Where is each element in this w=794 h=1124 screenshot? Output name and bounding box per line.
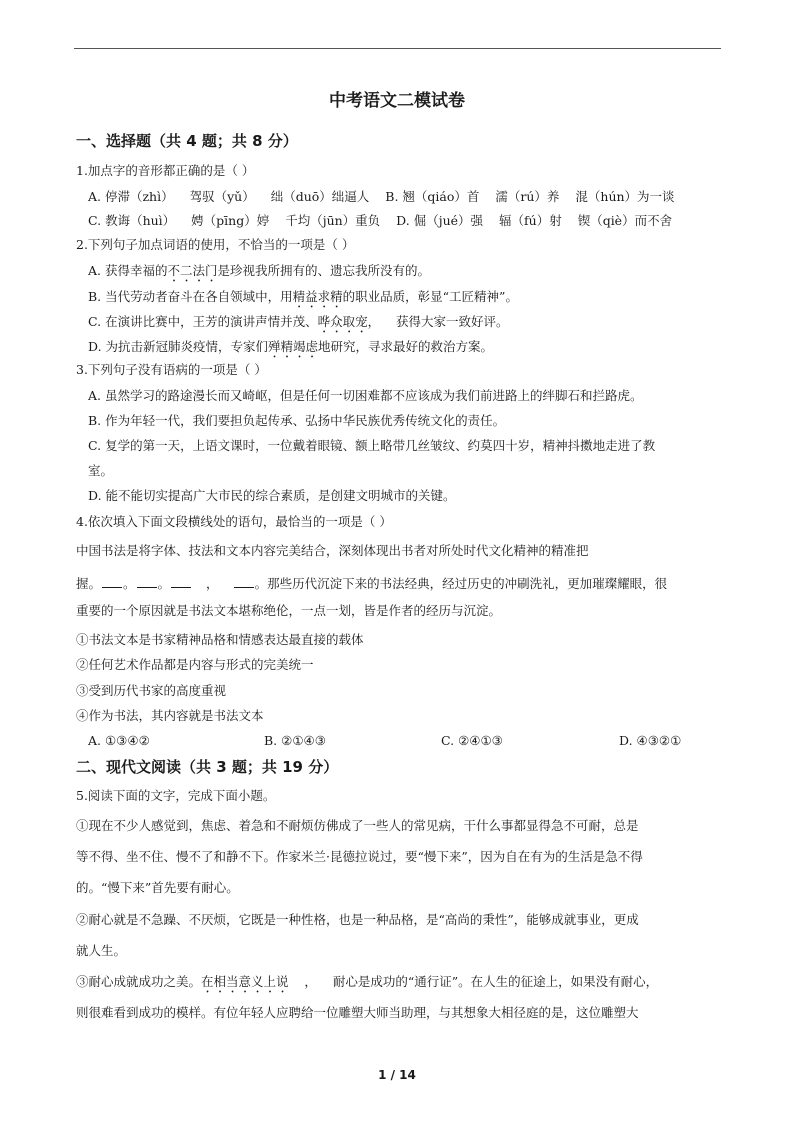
q3-option-b: B. 作为年轻一代，我们要担负起传承、弘扬中华民族优秀传统文化的责任。 [88,413,506,428]
q2-option-c [88,314,509,336]
q4-separator-1: 。 [123,576,136,591]
q3-option-c-line-1: C. 复学的第一天，上语文课时，一位戴着眼镜、额上略带几丝皱纹、约莫四十岁，精神抖擞地走进了教 [88,438,656,453]
header-rule [74,48,721,49]
q1-option-c-part-1: C. 教诲（huì） [88,213,176,228]
q4-blank-1 [102,574,122,588]
q4-separator-2: 。 [157,576,171,591]
q5-paragraph-3-text-end: ， 耐心是成功的“通行证”。在人生的征途上，如果没有耐心， [288,974,659,989]
q4-sentence-3: ③受到历代书家的高度重视 [76,683,227,698]
q2-option-a [88,263,430,285]
q2-option-b-text: B. 当代劳动者奋斗在各自领域中，用 [88,289,293,304]
q3-option-c-line-2: 室。 [88,463,114,478]
q1-stem: 1.加点字的音形都正确的是（ ） [76,163,255,178]
q2-option-c-text: C. 在演讲比赛中，王芳的演讲声情并茂、 [88,314,318,329]
q2-option-d-text: D. 为抗击新冠肺炎疫情，专家们 [88,339,269,354]
q2-option-a-dotted-word: 不二法门 [167,263,218,278]
q4-sentence-1: ①书法文本是书家精神品格和情感表达最直接的载体 [76,632,364,647]
q5-paragraph-2-line-2: 就人生。 [76,943,127,958]
q4-option-b: B. ②①④③ [264,733,326,748]
q2-option-c-dotted-word: 哗众取宠 [317,314,368,329]
q1-option-c-part-2: 娉（pīng）婷 [191,213,270,228]
q4-passage-line-2 [76,574,667,592]
q5-paragraph-3-line-2: 则很难看到成功的模样。有位年轻人应聘给一位雕塑大师当助理，与其想象大相径庭的是，这位雕塑大 [76,1005,639,1020]
q1-option-b-part-3: 混（hún）为一谈 [575,189,675,204]
q1-option-b-part-2: 濡（rú）养 [495,189,560,204]
q1-options-row-1 [88,189,675,205]
q3-stem: 3.下列句子没有语病的一项是（ ） [76,362,267,377]
q2-option-b-text-end: 的职业品质，彰显“工匠精神”。 [342,289,518,304]
q4-separator-3: ， [206,576,219,591]
q1-option-d-part-2: 辐（fú）射 [499,213,562,228]
q4-blank-2 [137,574,157,588]
q2-option-b [88,289,518,311]
q5-paragraph-3-line-1 [76,974,658,996]
q4-option-d: D. ④③②① [619,733,682,748]
q1-option-a-part-3: 绌（duō）绌逼人 [270,189,370,204]
q3-option-d: D. 能不能切实提高广大市民的综合素质，是创建文明城市的关键。 [88,488,456,503]
q1-option-a-part-2: 驾驭（yǔ） [189,189,255,204]
q1-option-d-part-3: 锲（qiè）而不舍 [577,213,673,228]
q1-option-b-part-1: B. 翘（qiáo）首 [385,189,480,204]
q2-option-d [88,339,493,361]
q4-passage-line-1: 中国书法是将字体、技法和文本内容完美结合，深刻体现出书者对所处时代文化精神的精准把 [76,543,589,558]
q4-option-c: C. ②④①③ [441,733,503,748]
q5-paragraph-1-line-2: 等不得、坐不住、慢不了和静不下。作家米兰·昆德拉说过，要“慢下来”，因为自在有为的生活是急不得 [76,849,643,864]
q2-option-a-text: A. 获得幸福的 [88,263,168,278]
q4-passage-text: 握。 [76,576,102,591]
q5-paragraph-1-line-1: ①现在不少人感觉到，焦虑、着急和不耐烦仿佛成了一些人的常见病，干什么事都显得急不可耐，总是 [76,818,639,833]
q4-sentence-2: ②任何艺术作品都是内容与形式的完美统一 [76,657,314,672]
q5-paragraph-1-line-3: 的。“慢下来”首先要有耐心。 [76,880,239,895]
q4-passage-line-3: 重要的一个原因就是书法文本堪称绝伦，一点一划，皆是作者的经历与沉淀。 [76,603,502,618]
page-number: 1 / 14 [378,1068,416,1082]
q2-option-a-text-end: 是珍视我所拥有的、遗忘我所没有的。 [217,263,431,278]
q4-sentence-4: ④作为书法，其内容就是书法文本 [76,708,264,723]
section-1-heading: 一、选择题（共 4 题；共 8 分） [76,132,298,150]
q1-option-d-part-1: D. 倔（jué）强 [396,213,484,228]
section-2-heading: 二、现代文阅读（共 3 题；共 19 分） [76,758,339,776]
q4-blank-4 [234,574,254,588]
q3-option-a: A. 虽然学习的路途漫长而又崎岖，但是任何一切困难都不应该成为我们前进路上的绊脚石和拦路虎。 [88,388,643,403]
q4-blank-3 [171,574,191,588]
q1-option-a-part-1: A. 停滞（zhì） [88,189,174,204]
q2-option-c-text-end: ， 获得大家一致好评。 [367,314,509,329]
q4-stem: 4.依次填入下面文段横线处的语句，最恰当的一项是（ ） [76,514,392,529]
q2-option-d-dotted-word: 殚精竭虑 [268,339,319,354]
q5-paragraph-2-line-1: ②耐心就是不急躁、不厌烦，它既是一种性格，也是一种品格，是“高尚的秉性”，能够成就事业，更成 [76,912,639,927]
page-title: 中考语文二模试卷 [329,91,465,111]
q1-options-row-2 [88,213,672,229]
q5-paragraph-3-text: ③耐心成就成功之美。 [76,974,202,989]
q2-option-d-text-end: 地研究，寻求最好的救治方案。 [318,339,494,354]
q5-stem: 5.阅读下面的文字，完成下面小题。 [76,788,276,803]
q2-stem: 2.下列句子加点词语的使用，不恰当的一项是（ ） [76,237,355,252]
q4-option-a: A. ①③④② [88,733,150,748]
q1-option-c-part-3: 千均（jūn）重负 [285,213,381,228]
q5-paragraph-3-dotted-phrase: 在相当意义上说 [201,974,289,989]
q4-passage-text-end: 。那些历代沉淀下来的书法经典，经过历史的冲刷洗礼，更加璀璨耀眼，很 [254,576,668,591]
q2-option-b-dotted-word: 精益求精 [292,289,343,304]
